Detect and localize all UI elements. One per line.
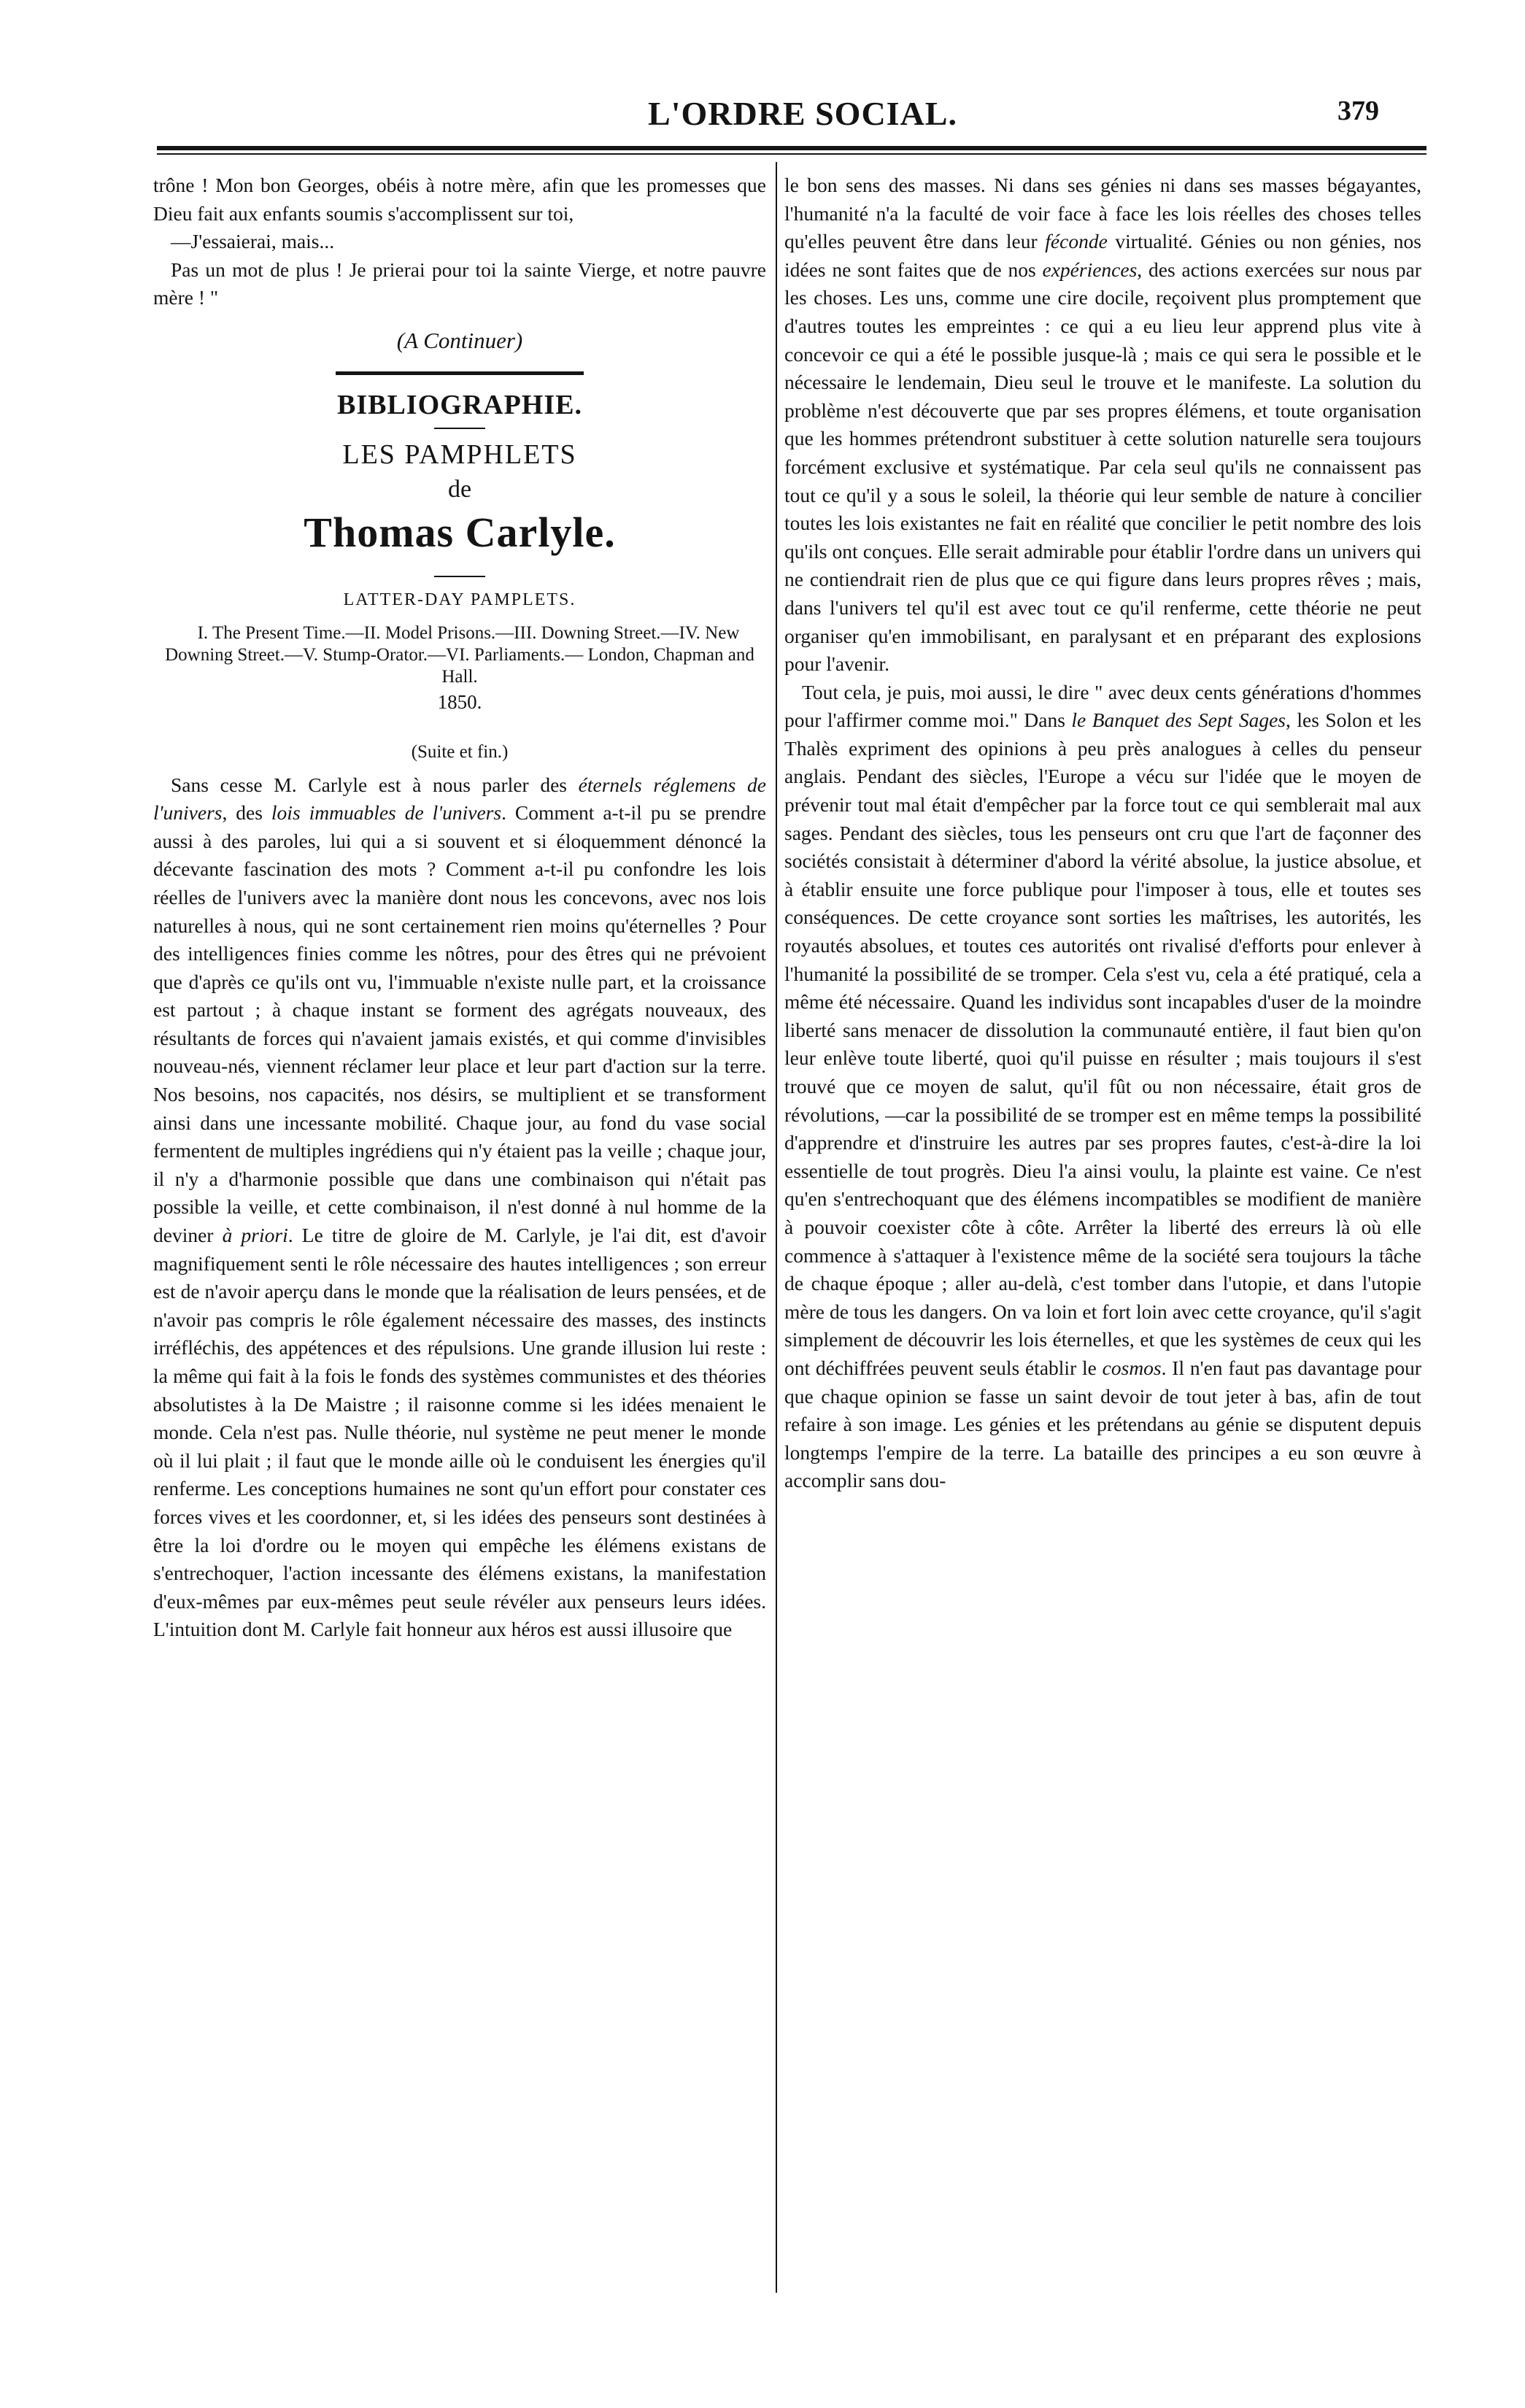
dialogue-line: Pas un mot de plus ! Je prierai pour toi la sainte Vierge, et notre pauvre mère ! " [153, 258, 766, 309]
header-rule-thick [157, 146, 1426, 150]
article-title-de: de [447, 476, 472, 503]
body-paragraph: Tout cela, je puis, moi aussi, le dire " avec deux cents générations d'hommes pour l'affirmer comme moi." Dans le Banquet des Sept Sages, les Solon et les Thalès expriment des opinions à peu près analogues à celles du penseur anglais. Pendant des siècles, l'Europe a vécu sur l'idée que le moyen de prévenir tout mal était d'empêcher par la force tout ce qui semblerait mal aux sages. Pendant des siècles, tous les penseurs ont cru que l'art de façonner des sociétés consistait à déterminer d'abord la vérité absolue, la justice absolue, et à établir ensuite une force publique pour l'imposer à tous, elle et toutes ses conséquences. De cette croyance sont sorties les maîtrises, les autorités, les royautés absolues, et toutes ces autorités ont rivalisé d'efforts pour enlever à l'humanité la possibilité de se tromper. Cela s'est vu, cela a été pratiqué, cela a même été nécessaire. Quand les individus sont incapables d'user de la moindre liberté sans menacer de dissolution la communauté entière, il faut bien qu'on leur enlève toute liberté, quoi qu'il puisse en résulter ; mais toujours il s'est trouvé que ce moyen de salut, qu'il fût ou non nécessaire, était gros de révolutions, —car la possibilité de se tromper est en même temps la possibilité d'apprendre et d'instruire les autres par ses propres fautes, c'est-à-dire la loi essentielle de tout progrès. Dieu l'a ainsi voulu, la plainte est vaine. Ce n'est qu'en s'entrechoquant que des élémens incompatibles se modifient de manière à pouvoir coexister côte à côte. Arrêter la liberté des erreurs là où elle commence à s'attaquer à l'existence même de la société sera toujours la tâche de chaque époque ; aller au-delà, c'est tomber dans l'utopie, et dans l'utopie mère de tous les dangers. On va loin et fort loin avec cette croyance, qu'il s'agit simplement de découvrir les lois éternelles, et que les systèmes de ceux qui les ont déchiffrées peuvent seuls établir le cosmos. Il n'en faut pas davantage pour que chaque opinion se fasse un saint devoir de tout jeter à bas, afin de tout refaire à son image. Les génies et les prétendans au génie se disputent depuis longtemps l'empire de la terre. La bataille des principes a eu son œuvre à accomplir sans dou- [784, 680, 1421, 1492]
page-number: 379 [1337, 96, 1379, 126]
article-title: LES PAMPHLETS [342, 439, 577, 471]
journal-title: L'ORDRE SOCIAL. [648, 95, 957, 132]
opening-paragraph: trône ! Mon bon Georges, obéis à notre mère, afin que les promesses que Dieu fait aux enfants soumis s'accomplissent sur toi, [153, 174, 766, 225]
section-separator [336, 371, 584, 375]
article-author: Thomas Carlyle. [304, 508, 616, 556]
contents-list: I. The Present Time.—II. Model Prisons.—III. Downing Street.—IV. New Downing Street.—V. Stump-Orator.—VI. Parliaments.— London, Chapman and Hall. [165, 623, 754, 687]
continuation-note: (A Continuer) [396, 327, 523, 353]
right-column [784, 171, 1421, 1495]
section-heading: BIBLIOGRAPHIE. [336, 389, 583, 420]
left-column [153, 171, 766, 1644]
body-paragraph: le bon sens des masses. Ni dans ses génies ni dans ses masses bégayantes, l'humanité n'a la faculté de voir face à face les lois réelles des choses telles qu'elles peuvent être dans leur féconde virtualité. Génies ou non génies, nos idées ne sont faites que de nos expériences, des actions exercées sur nous par les choses. Les uns, comme une cire docile, reçoivent plus promptement que d'autres toutes les empreintes : ce qui a eu lieu leur apprend plus vite à concevoir ce qui a été le possible jusque-là ; mais ce qui sera le possible et le nécessaire le lendemain, Dieu seul le trouve et le manifeste. La solution du problème n'est découverte que par ses propres élémens, et toute organisation que les hommes prétendront substituer à cette solution naturelle sera toujours forcément exclusive et systématique. Par cela seul qu'ils ne connaissent pas tout ce qu'il y a sous le soleil, la théorie qui leur semble de nature à concilier toutes les lois existantes ne fait en réalité que concilier le petit nombre des lois qu'ils ont conçues. Elle serait admirable pour établir l'ordre dans un univers qui ne contiendrait rien de plus que ce qui figure dans leurs propres rêves ; mais, dans l'univers tel qu'il est avec tout ce qu'il renferme, cette théorie ne peut organiser qu'en immobilisant, en paralysant et en préparant des explosions pour l'avenir. [784, 174, 1421, 676]
dialogue-line: —J'essaierai, mais... [171, 230, 335, 253]
body-paragraph: Sans cesse M. Carlyle est à nous parler des éternels réglemens de l'univers, des lois immuables de l'univers. Comment a-t-il pu se prendre aussi à des paroles, lui qui a si souvent et si éloquemment dénoncé la décevante fascination des mots ? Comment a-t-il pu confondre les lois réelles de l'univers avec la manière dont nous les concevons, avec nos lois naturelles à nous, qui ne sont certainement rien moins qu'éternelles ? Pour des intelligences finies comme les nôtres, pour des êtres qui ne prévoient que d'après ce qu'ils ont vu, l'immuable n'existe nulle part, et la croissance est partout ; à chaque instant se forment des agrégats nouveaux, des résultants de forces qui n'avaient jamais existés, et qui comme d'invisibles nouveau-nés, viennent réclamer leur place et leur part d'action sur la terre. Nos besoins, nos capacités, nos désirs, se multiplient et se transforment ainsi dans une incessante mobilité. Chaque jour, au fond du vase social fermentent de multiples ingrédiens qui n'y étaient pas la veille ; chaque jour, il n'y a d'harmonie possible que dans une combinaison qui n'était pas possible la veille, et cette combinaison, il n'est donné à nul homme de la deviner à priori. Le titre de gloire de M. Carlyle, je l'ai dit, est d'avoir magnifiquement senti le rôle nécessaire des hautes intelligences ; son erreur est de n'avoir aperçu dans le monde que la réalisation de leurs pensées, et de n'avoir pas compris le rôle également nécessaire des masses, des instincts irréfléchis, des appétences et des répulsions. Une grande illusion lui reste : la même qui fait à la fois le fonds des systèmes communistes et des théories absolutistes à la De Maistre ; il raisonne comme si les idées menaient le monde. Cela n'est pas. Nulle théorie, nul système ne peut mener le monde où il lui plait ; il faut que le monde aille où le conduisent les énergies qu'il renferme. Les conceptions humaines ne sont qu'un effort pour constater ces forces vives et les coordonner, et, si les idées des penseurs sont destinées à être la loi d'ordre ou le moyen qui empêche les élémens existans de s'entrechoquer, l'action incessante des élémens existans, la manifestation d'eux-mêmes par eux-mêmes peut seule révéler aux penseurs leurs idées. L'intuition dont M. Carlyle fait honneur aux héros est aussi illusoire que [153, 773, 767, 1641]
short-rule [434, 576, 485, 577]
short-rule [434, 428, 485, 429]
header-rule-thin [157, 153, 1426, 155]
publication-year: 1850. [437, 691, 482, 714]
column-divider [776, 162, 777, 2293]
suite-note: (Suite et fin.) [411, 741, 509, 762]
article-subtitle: LATTER-DAY PAMPLETS. [343, 590, 576, 609]
